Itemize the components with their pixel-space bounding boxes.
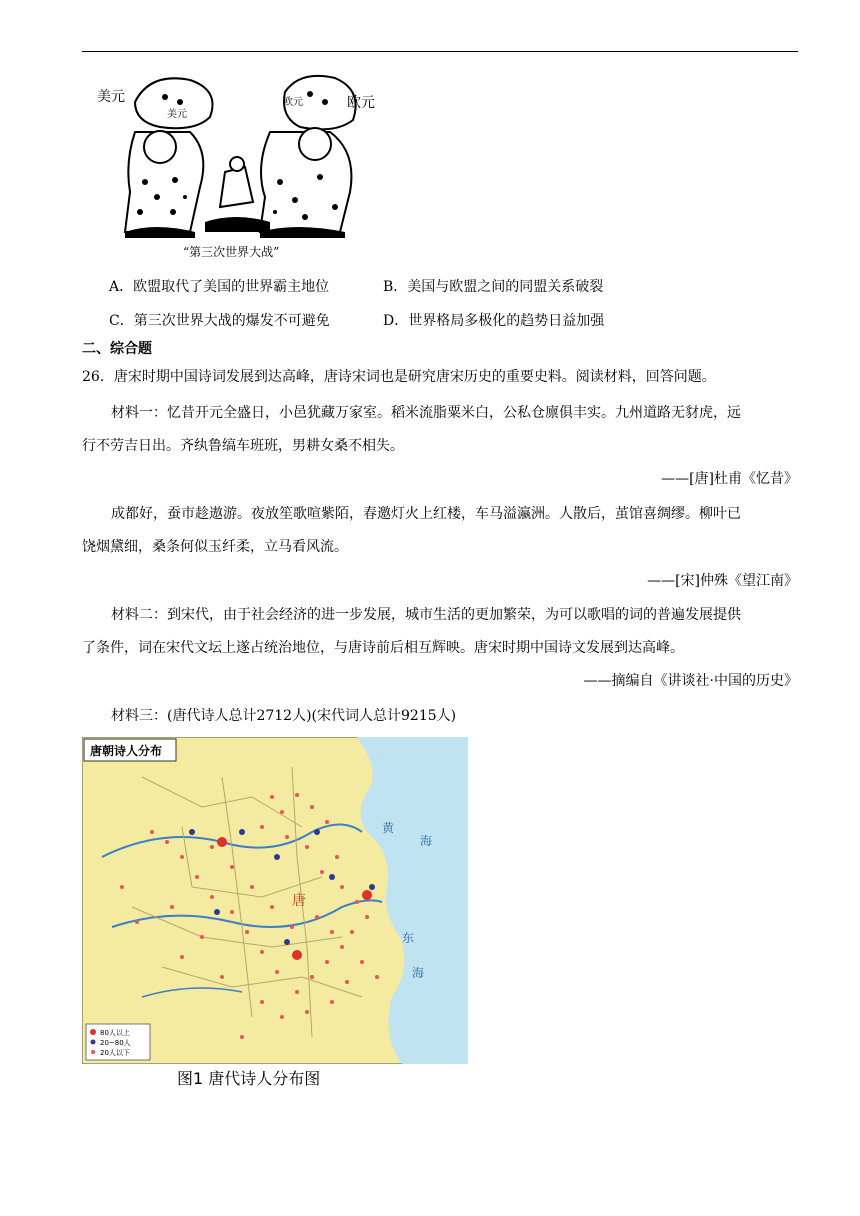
question-26: 26．唐宋时期中国诗词发展到达高峰，唐诗宋词也是研究唐宋历史的重要史料。阅读材料，回答问题。 [82,369,716,385]
map-sea-label-2: 海 [420,834,433,848]
option-d[interactable]: D．世界格局多极化的趋势日益加强 [383,313,605,329]
header-rule [82,51,798,52]
material1-source: ——[唐]杜甫《忆昔》 [661,471,798,487]
material1-line1: 材料一：忆昔开元全盛日，小邑犹藏万家室。稻米流脂粟米白，公私仓廪俱丰实。九州道路无豺虎，远 [111,405,741,421]
tang-poets-map [82,737,468,1064]
cartoon-image [95,72,385,264]
legend-item-3: 20人以下 [100,1049,130,1057]
cartoon-label-dollar: 美元 [97,89,125,105]
option-c[interactable]: C．第三次世界大战的爆发不可避免 [109,313,330,329]
poem2-line1: 成都好，蚕市趁遨游。夜放笙歌喧紫陌，春邀灯火上红楼，车马溢瀛洲。人散后，茧馆喜绸缪。柳叶已 [111,506,741,522]
legend-item-2: 20~80人 [100,1039,131,1047]
cartoon-label-dollar-small: 美元 [167,109,187,120]
material1-line2: 行不劳吉日出。齐纨鲁缟车班班，男耕女桑不相失。 [82,438,404,454]
map-sea-label-4: 海 [412,966,425,980]
map-title: 唐朝诗人分布 [90,744,163,758]
section-heading: 二、综合题 [82,341,152,357]
map-sea-label-3: 东 [402,931,415,945]
material2-source: ——摘编自《讲谈社·中国的历史》 [583,673,798,689]
map-center-label: 唐 [292,893,306,909]
option-b[interactable]: B．美国与欧盟之间的同盟关系破裂 [383,279,604,295]
cartoon-caption: “第三次世界大战” [183,245,280,259]
material3: 材料三：(唐代诗人总计2712人)(宋代词人总计9215人) [111,708,457,724]
map-caption: 图1 唐代诗人分布图 [177,1069,321,1088]
material2-line1: 材料二：到宋代，由于社会经济的进一步发展，城市生活的更加繁荣，为可以歌唱的词的普遍发展提供 [111,607,741,623]
map-sea-label-1: 黄 [382,821,395,835]
cartoon-label-euro: 欧元 [347,95,375,111]
legend-item-1: 80人以上 [100,1029,130,1037]
option-a[interactable]: A．欧盟取代了美国的世界霸主地位 [109,279,330,295]
poem2-source: ——[宋]仲殊《望江南》 [647,573,798,589]
cartoon-label-euro-small: 欧元 [283,97,303,108]
poem2-line2: 饶烟黛细，桑条何似玉纤柔，立马看风流。 [82,539,348,555]
material2-line2: 了条件，词在宋代文坛上遂占统治地位，与唐诗前后相互辉映。唐宋时期中国诗文发展到达高峰。 [82,640,684,656]
